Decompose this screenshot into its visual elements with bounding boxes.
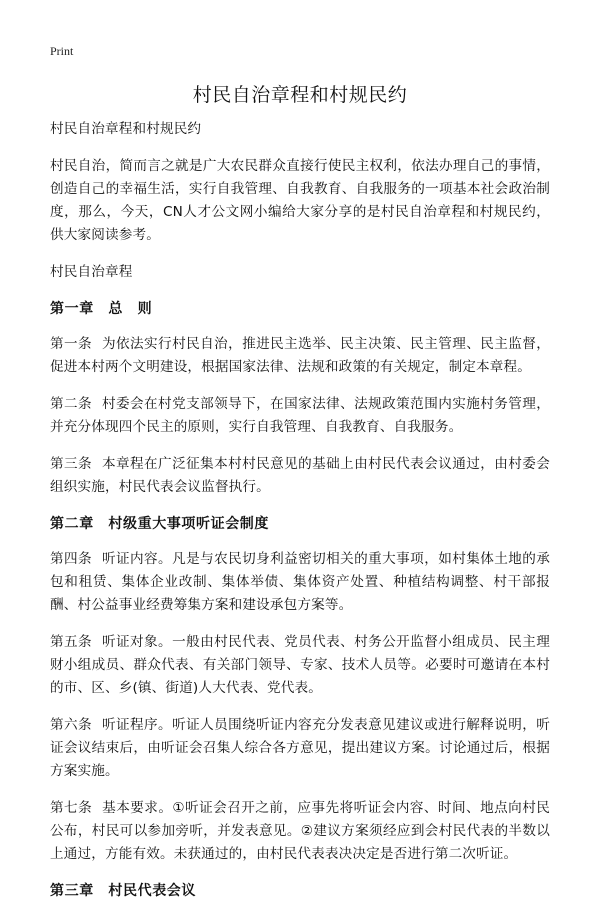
page-title: 村民自治章程和村规民约 (192, 84, 408, 106)
article-text: 为依法实行村民自治，推进民主选举、民主决策、民主管理、民主监督，促进本村两个文明建设，根据国家法律、法规和政策的有关规定，制定本章程。 (50, 336, 550, 375)
article-label: 第四条 (50, 551, 93, 567)
article-text: 听证对象。一般由村民代表、党员代表、村务公开监督小组成员、民主理财小组成员、群众代表、有关部门领导、专家、技术人员等。必要时可邀请在本村的市、区、乡(镇、街道)人大代表、党代表。 (50, 634, 550, 696)
article-label: 第五条 (50, 634, 93, 650)
article-3 (50, 453, 550, 499)
subtitle: 村民自治章程和村规民约 (50, 121, 202, 137)
chapter-3-title: 第三章 村民代表会议 (50, 883, 196, 899)
article-6 (50, 714, 550, 783)
article-text: 基本要求。①听证会召开之前，应事先将听证会内容、时间、地点向村民公布，村民可以参加旁听，并发表意见。②建议方案须经应到会村民代表的半数以上通过，方能有效。未获通过的，由村民代表表决决定是否进行第二次听证。 (50, 800, 551, 862)
article-text: 本章程在广泛征集本村村民意见的基础上由村民代表会议通过，由村委会组织实施，村民代表会议监督执行。 (50, 456, 550, 495)
chapter-1-title: 第一章 总 则 (50, 301, 153, 317)
article-label: 第六条 (50, 717, 93, 733)
article-label: 第七条 (50, 800, 93, 816)
article-5 (50, 631, 550, 700)
article-label: 第三条 (50, 456, 93, 472)
article-4 (50, 548, 550, 617)
document-body (50, 118, 550, 915)
article-text: 听证程序。听证人员围绕听证内容充分发表意见建议或进行解释说明，听证会议结束后，由听证会召集人综合各方意见，提出建议方案。讨论通过后，根据方案实施。 (50, 717, 550, 779)
section-heading: 村民自治章程 (50, 264, 133, 280)
article-text: 听证内容。凡是与农民切身利益密切相关的重大事项，如村集体土地的承包和租赁、集体企业改制、集体举债、集体资产处置、种植结构调整、村干部报酬、村公益事业经费筹集方案和建设承包方案等。 (50, 551, 550, 613)
article-text: 村委会在村党支部领导下，在国家法律、法规政策范围内实施村务管理，并充分体现四个民主的原则，实行自我管理、自我教育、自我服务。 (50, 396, 550, 435)
print-link[interactable]: Print (50, 44, 74, 58)
chapter-2-title: 第二章 村级重大事项听证会制度 (50, 516, 269, 532)
article-1 (50, 333, 550, 379)
article-7 (50, 797, 550, 866)
intro-paragraph: 村民自治，简而言之就是广大农民群众直接行使民主权利，依法办理自己的事情，创造自己的幸福生活，实行自我管理、自我教育、自我服务的一项基本社会政治制度，那么，今天，CN人才公文网小编给大家分享的是村民自治章程和村规民约，供大家阅读参考。 (50, 158, 550, 243)
article-label: 第二条 (50, 396, 93, 412)
article-label: 第一条 (50, 336, 93, 352)
article-2 (50, 393, 550, 439)
